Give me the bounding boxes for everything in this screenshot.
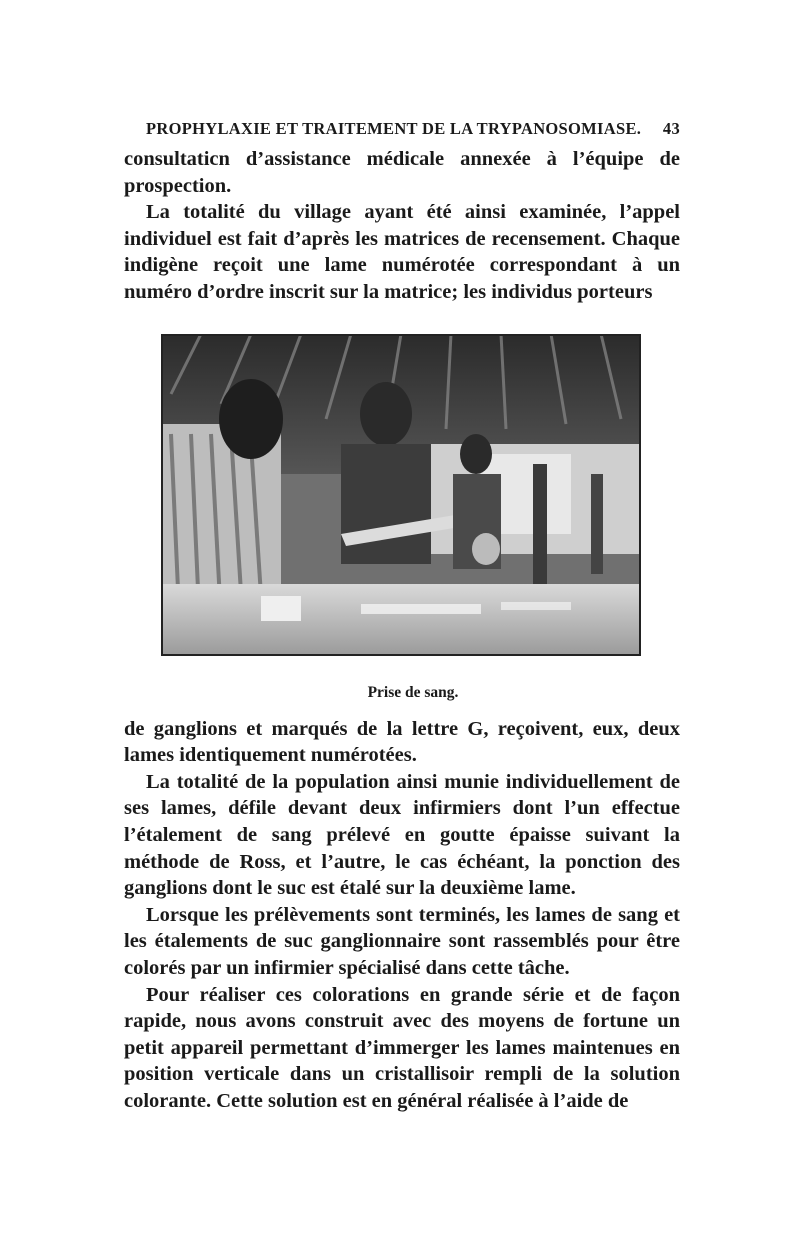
- figure-caption: Prise de sang.: [367, 683, 459, 701]
- running-head: [146, 112, 680, 146]
- paragraph: Pour réaliser ces colorations en grande série et de façon rapide, nous avons construit avec des moyens de fortune un petit appareil permettant d’immerger les lames maintenues en position verticale dans un cristallisoir rempli de la solution colorante. Cette solution est en général réalisée à l’aide de: [124, 983, 680, 1112]
- running-title: PROPHYLAXIE ET TRAITEMENT DE LA TRYPANOSOMIASE.: [146, 119, 642, 138]
- paragraph-continued: de ganglions et marqués de la lettre G, reçoivent, eux, deux lames identiquement numérotées.: [124, 717, 680, 767]
- photograph-blood-sampling: [161, 334, 641, 656]
- paragraph: La totalité de la population ainsi munie individuellement de ses lames, défile devant deux infirmiers dont l’un effectue l’étalement de sang prélevé en goutte épaisse suivant la méthode de Ross, et l’autre, le cas échéant, la ponction des ganglions dont le suc est étalé sur la deuxième lame.: [124, 770, 680, 900]
- book-page: [124, 112, 680, 1114]
- paragraph-continued: consultaticn d’assistance médicale annexée à l’équipe de prospection.: [124, 148, 680, 197]
- paragraph: Lorsque les prélèvements sont terminés, les lames de sang et les étalements de suc ganglionnaire sont rassemblés pour être colorés par un infirmier spécialisé dans cette tâche.: [124, 903, 680, 979]
- paragraph: La totalité du village ayant été ainsi examinée, l’appel individuel est fait d’après les matrices de recensement. Chaque indigène reçoit une lame numérotée correspondant à un numéro d’ordre inscrit sur la matrice; les individus porteurs: [124, 201, 680, 303]
- page-number: 43: [662, 119, 680, 138]
